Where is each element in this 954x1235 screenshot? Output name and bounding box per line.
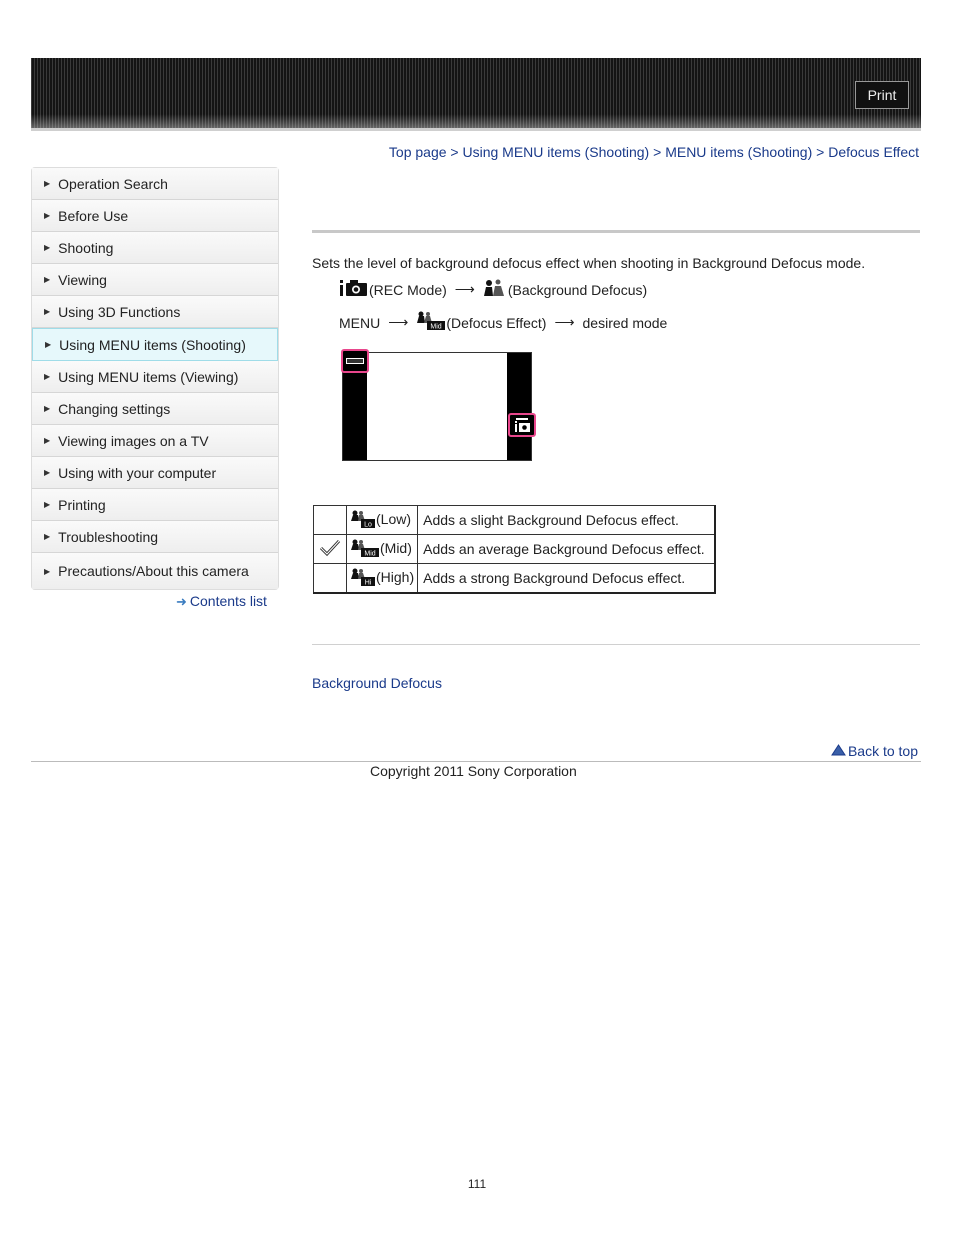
sidebar-item-label: Using with your computer [58, 464, 217, 481]
default-marker-cell [314, 535, 347, 564]
sidebar-item-computer[interactable] [32, 457, 278, 489]
menu-icon [343, 351, 367, 371]
sidebar-item-viewing-on-tv[interactable] [32, 425, 278, 457]
option-description: Adds a slight Background Defocus effect. [418, 506, 716, 535]
triangle-right-icon: ▶ [45, 340, 52, 349]
triangle-right-icon: ▶ [44, 243, 51, 252]
sidebar-item-label: Operation Search [58, 175, 168, 192]
triangle-right-icon: ▶ [44, 468, 51, 477]
sidebar-item-shooting[interactable] [32, 232, 278, 264]
table-row [314, 564, 716, 594]
arrow-right-icon: ⟶ [554, 314, 575, 330]
breadcrumb [389, 144, 919, 160]
sidebar-item-label: Viewing images on a TV [58, 432, 209, 449]
option-description: Adds a strong Background Defocus effect. [418, 564, 716, 594]
rec-mode-button-highlight [508, 413, 536, 437]
sidebar-item-label: Using MENU items (Shooting) [59, 336, 246, 353]
rec-mode-icon [510, 415, 534, 435]
related-divider [312, 644, 920, 645]
triangle-right-icon: ▶ [44, 566, 51, 576]
menu-button-highlight [341, 349, 369, 373]
arrow-right-icon: ⟶ [388, 314, 409, 330]
background-defocus-label: (Background Defocus) [507, 281, 648, 298]
footer-divider [31, 761, 921, 762]
sidebar-item-label: Shooting [58, 239, 114, 256]
back-to-top-label: Back to top [847, 743, 918, 759]
breadcrumb-defocus-effect[interactable]: Defocus Effect [828, 144, 919, 160]
option-name-cell [347, 506, 418, 535]
triangle-right-icon: ▶ [44, 532, 51, 541]
print-button[interactable]: Print [855, 81, 909, 109]
sidebar-item-label: Printing [58, 496, 106, 513]
page-number: 111 [467, 1177, 487, 1191]
option-description: Adds an average Background Defocus effect. [418, 535, 716, 564]
triangle-right-icon: ▶ [44, 500, 51, 509]
defocus-high-icon [350, 568, 376, 589]
title-divider [312, 230, 920, 233]
menu-label: MENU [339, 314, 381, 331]
sidebar-item-operation-search[interactable] [32, 168, 278, 200]
triangle-right-icon: ▶ [44, 307, 51, 316]
step-rec-mode [339, 279, 647, 300]
default-marker-cell [314, 564, 347, 594]
option-label: (Mid) [380, 539, 412, 556]
option-name-cell [347, 535, 418, 564]
svg-text:Mid: Mid [364, 550, 376, 557]
sidebar-item-label: Viewing [58, 271, 107, 288]
option-name-cell [347, 564, 418, 594]
triangle-right-icon: ▶ [44, 179, 51, 188]
triangle-right-icon: ▶ [44, 275, 51, 284]
background-defocus-icon [483, 279, 505, 300]
step-menu [339, 311, 667, 334]
page-header [31, 58, 921, 131]
breadcrumb-menu-items-shooting[interactable]: MENU items (Shooting) [665, 144, 813, 160]
sidebar-item-changing-settings[interactable] [32, 393, 278, 425]
default-marker-cell [314, 506, 347, 535]
sidebar-item-troubleshooting[interactable] [32, 521, 278, 553]
sidebar-item-3d-functions[interactable] [32, 296, 278, 328]
page-description: Sets the level of background defocus effect when shooting in Background Defocus mode. [312, 255, 866, 271]
contents-list-label: Contents list [189, 593, 267, 609]
sidebar-item-label: Before Use [58, 207, 129, 224]
sidebar-item-label: Using MENU items (Viewing) [58, 368, 239, 385]
table-row [314, 506, 716, 535]
checkmark-icon [319, 539, 341, 560]
arrow-right-icon: ➜ [176, 594, 187, 609]
options-table [313, 505, 716, 594]
svg-text:Lo: Lo [364, 521, 372, 528]
breadcrumb-using-menu-shooting[interactable]: Using MENU items (Shooting) [462, 144, 650, 160]
table-row [314, 535, 716, 564]
option-label: (High) [376, 568, 415, 585]
option-label: (Low) [376, 510, 412, 527]
back-to-top-link[interactable] [831, 743, 918, 759]
svg-text:Hi: Hi [364, 579, 372, 586]
defocus-mid-icon [350, 539, 380, 560]
sidebar-item-label: Changing settings [58, 400, 171, 417]
defocus-effect-icon [416, 311, 446, 334]
sidebar-item-printing[interactable] [32, 489, 278, 521]
arrow-right-icon: ⟶ [454, 281, 475, 297]
sidebar-item-label: Using 3D Functions [58, 303, 181, 320]
sidebar-item-menu-viewing[interactable] [32, 361, 278, 393]
triangle-right-icon: ▶ [44, 404, 51, 413]
rec-mode-icon [339, 279, 369, 300]
breadcrumb-separator: > [450, 144, 459, 160]
triangle-right-icon: ▶ [44, 211, 51, 220]
triangle-right-icon: ▶ [44, 372, 51, 381]
sidebar-item-label: Troubleshooting [58, 528, 159, 545]
sidebar-item-menu-shooting[interactable] [32, 328, 278, 361]
contents-list-link[interactable] [176, 593, 267, 610]
breadcrumb-separator: > [816, 144, 825, 160]
defocus-low-icon [350, 510, 376, 531]
sidebar-item-before-use[interactable] [32, 200, 278, 232]
screen-right-bar [507, 353, 531, 460]
sidebar-nav [31, 167, 279, 590]
triangle-up-icon [831, 743, 846, 759]
sidebar-item-precautions[interactable] [32, 553, 278, 589]
copyright-text: Copyright 2011 Sony Corporation [370, 763, 577, 779]
desired-mode-label: desired mode [582, 314, 668, 331]
related-link-background-defocus[interactable]: Background Defocus [312, 675, 442, 691]
camera-screen-illustration [342, 352, 532, 461]
breadcrumb-separator: > [653, 144, 662, 160]
sidebar-item-label: Precautions/About this camera [58, 563, 249, 579]
sidebar-item-viewing[interactable] [32, 264, 278, 296]
breadcrumb-top-page[interactable]: Top page [388, 144, 447, 160]
rec-mode-label: (REC Mode) [369, 281, 447, 298]
triangle-right-icon: ▶ [44, 436, 51, 445]
defocus-effect-label: (Defocus Effect) [446, 314, 547, 331]
svg-text:Mid: Mid [430, 323, 442, 331]
